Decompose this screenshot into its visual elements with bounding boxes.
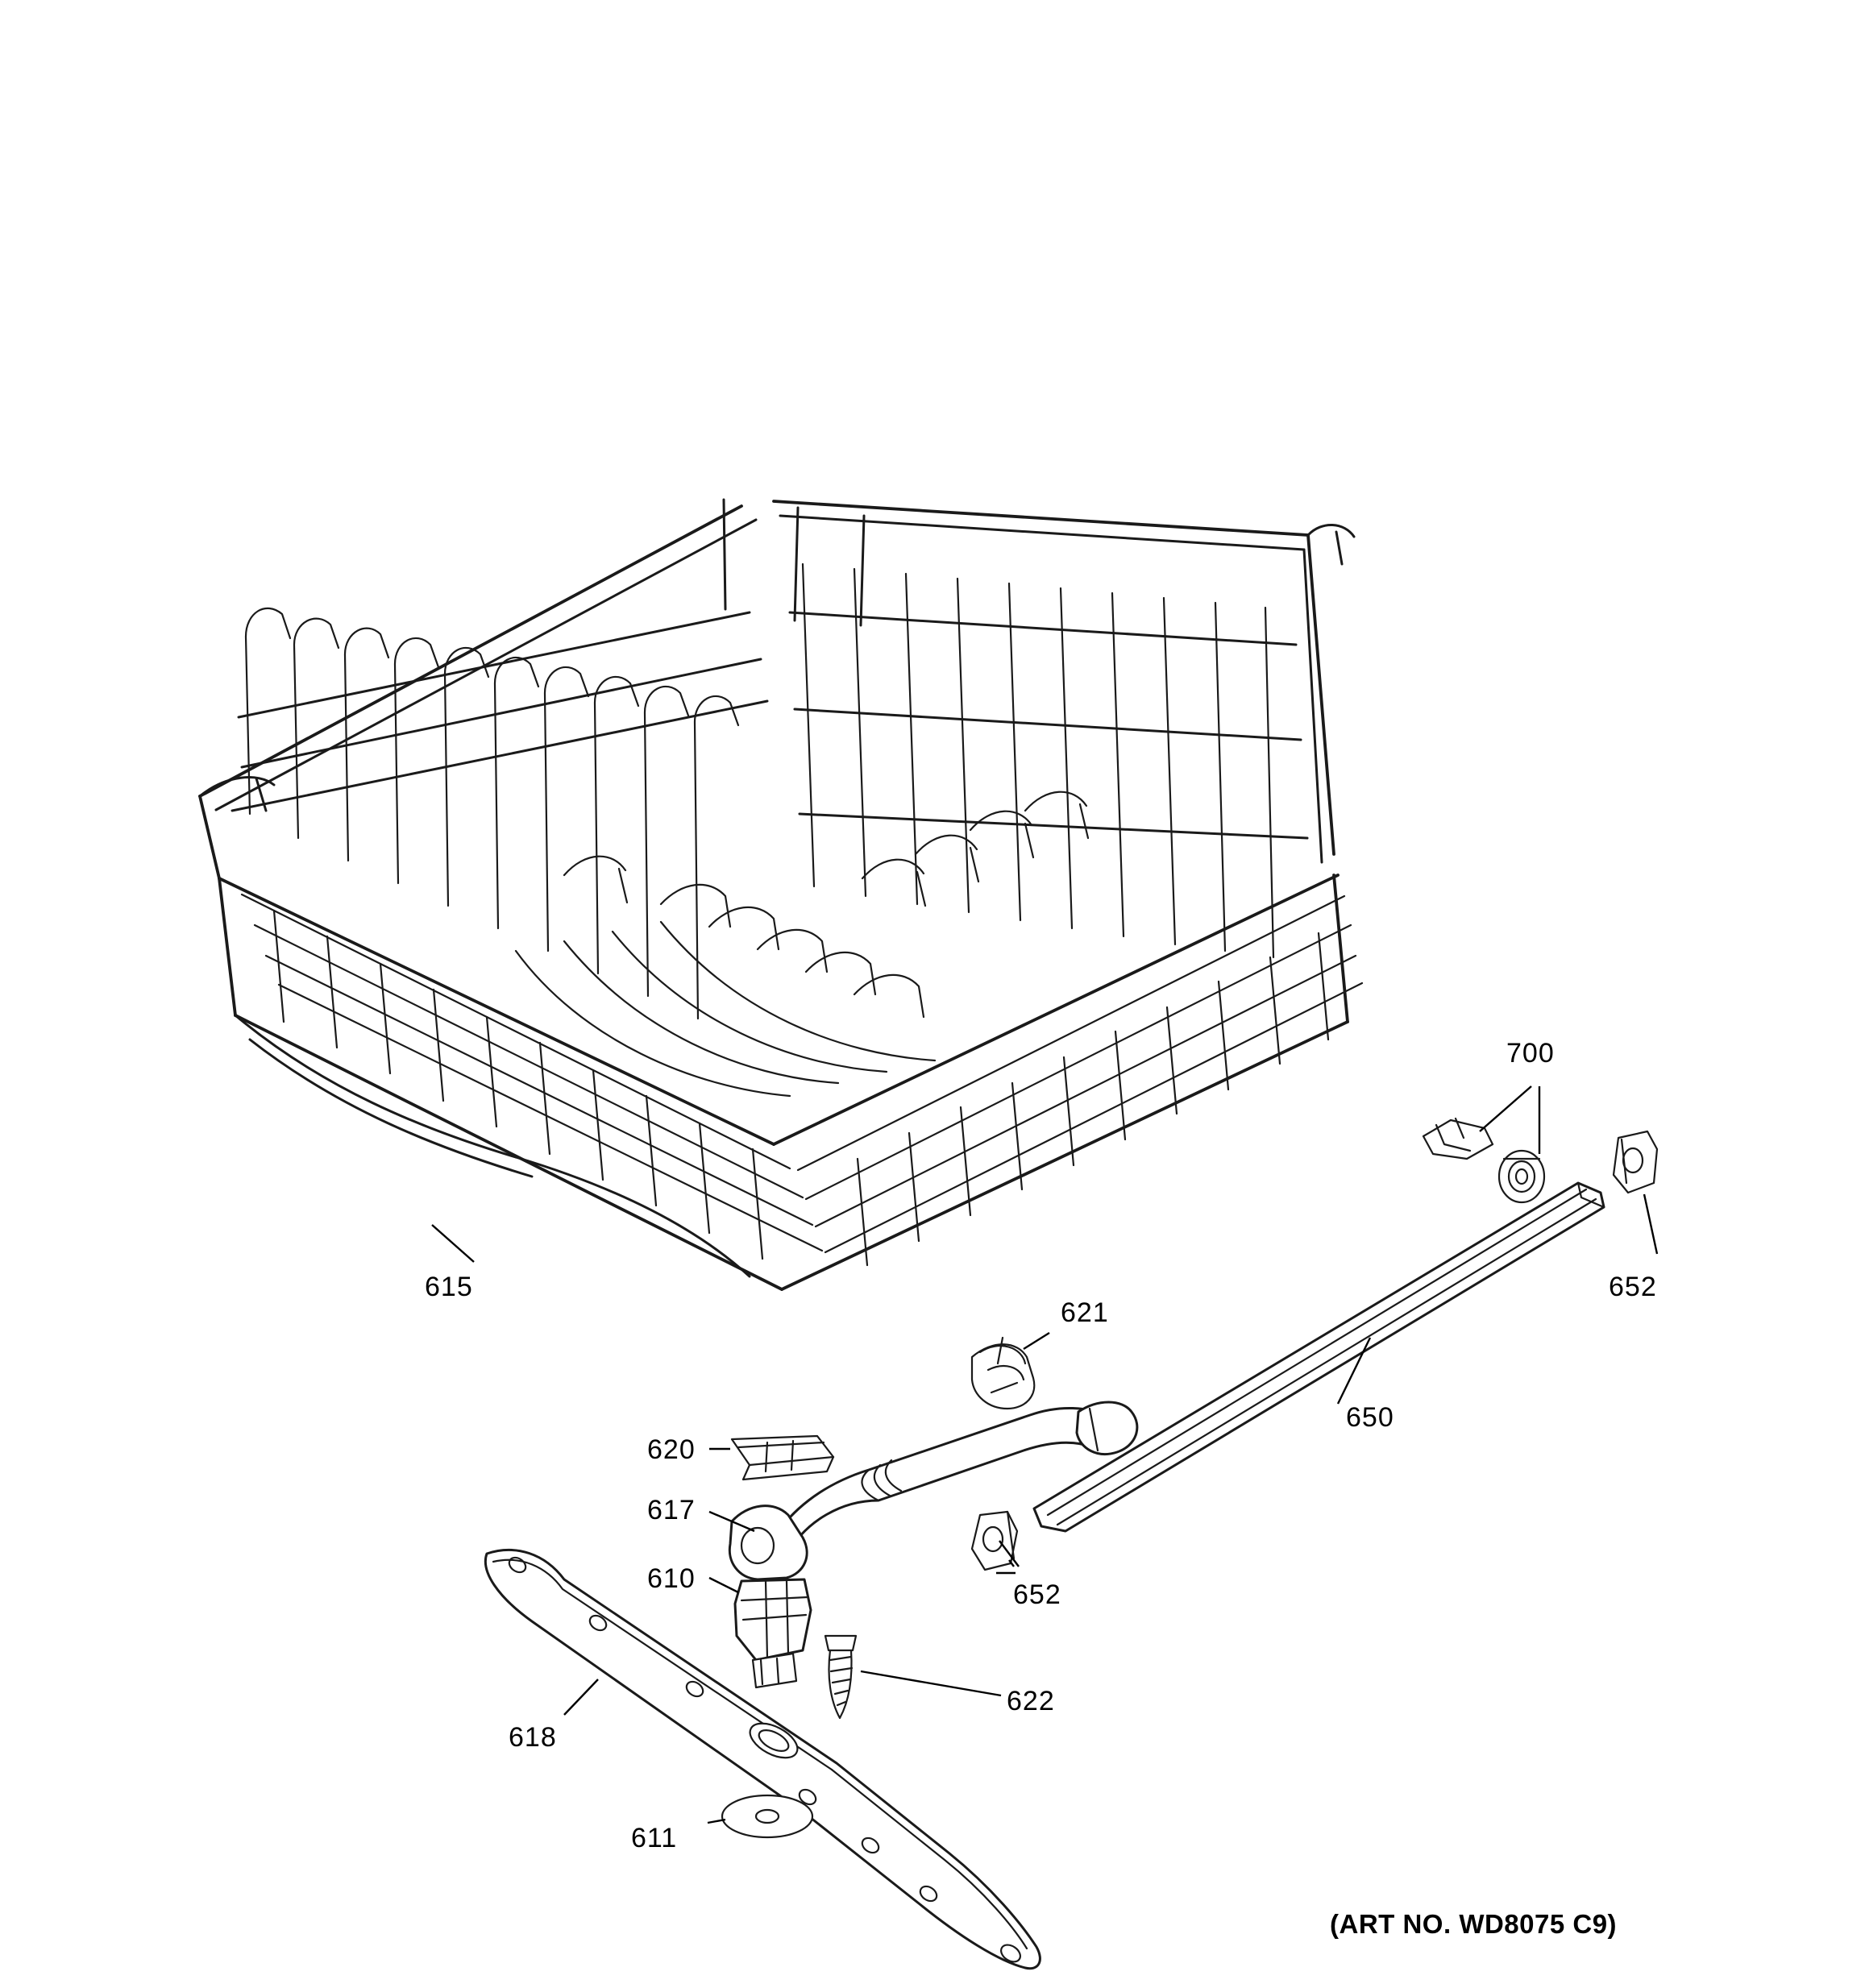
wash-arm-bearing bbox=[709, 1578, 811, 1687]
wash-arm-feed-tube bbox=[709, 1333, 1137, 1579]
art-number-label: (ART NO. WD8075 C9) bbox=[1330, 1909, 1618, 1939]
rack-track-rail bbox=[1034, 1183, 1604, 1531]
callout-650: 650 bbox=[1346, 1402, 1394, 1433]
callout-618: 618 bbox=[509, 1722, 557, 1753]
callout-652-right: 652 bbox=[1609, 1272, 1657, 1302]
callout-652-lower: 652 bbox=[1013, 1579, 1061, 1610]
callout-615: 615 bbox=[425, 1272, 473, 1302]
callout-621: 621 bbox=[1061, 1297, 1109, 1328]
screw bbox=[825, 1636, 1001, 1718]
callout-610: 610 bbox=[647, 1563, 696, 1594]
callout-700: 700 bbox=[1506, 1038, 1555, 1069]
callout-611: 611 bbox=[631, 1823, 678, 1853]
callout-622: 622 bbox=[1007, 1686, 1055, 1716]
track-end-cap-left bbox=[972, 1512, 1019, 1573]
upper-dish-rack bbox=[200, 500, 1362, 1289]
callout-620: 620 bbox=[647, 1434, 696, 1465]
callout-617: 617 bbox=[647, 1495, 696, 1525]
wash-arm-cap-washer bbox=[708, 1795, 812, 1837]
